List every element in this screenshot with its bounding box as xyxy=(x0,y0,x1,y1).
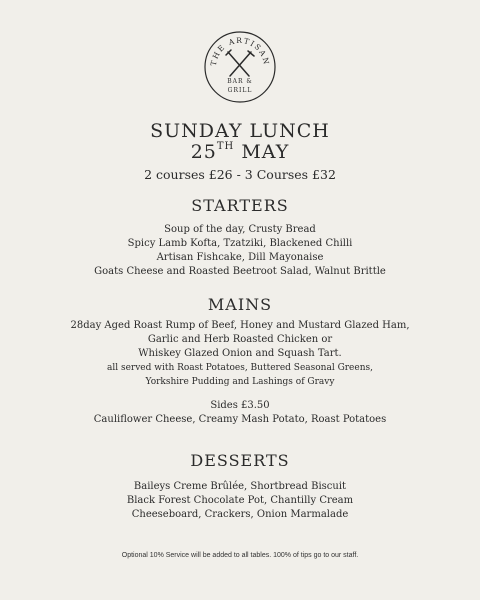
list-item: Garlic and Herb Roasted Chicken or xyxy=(147,334,333,345)
desserts-list xyxy=(0,480,480,522)
date-suffix: TH xyxy=(216,141,235,152)
date-day: 25 xyxy=(190,141,217,163)
list-item: Spicy Lamb Kofta, Tzatziki, Blackened Chilli xyxy=(127,238,353,249)
list-item: all served with Roast Potatoes, Buttered Seasonal Greens, xyxy=(106,363,373,373)
sides-block xyxy=(0,399,480,427)
logo-line1: BAR & xyxy=(227,78,253,85)
sides-list: Cauliflower Cheese, Creamy Mash Potato, Roast Potatoes xyxy=(93,414,387,425)
list-item: Black Forest Chocolate Pot, Chantilly Cream xyxy=(126,495,354,506)
service-note: Optional 10% Service will be added to all tables. 100% of tips go to our staff. xyxy=(121,552,359,559)
desserts-heading: DESSERTS xyxy=(190,451,290,470)
list-item: Yorkshire Pudding and Lashings of Gravy xyxy=(145,377,335,387)
sides-heading: Sides £3.50 xyxy=(210,400,270,411)
logo-line2: GRILL xyxy=(227,87,253,94)
list-item: Artisan Fishcake, Dill Mayonaise xyxy=(156,252,324,263)
list-item: 28day Aged Roast Rump of Beef, Honey and Mustard Glazed Ham, xyxy=(70,320,410,331)
mains-list xyxy=(0,319,480,389)
artisan-logo xyxy=(203,30,277,104)
list-item: Soup of the day, Crusty Bread xyxy=(164,224,316,235)
logo-top-text: THE ARTISAN xyxy=(208,35,272,67)
list-item: Goats Cheese and Roasted Beetroot Salad, Walnut Brittle xyxy=(94,266,386,277)
list-item: Cheeseboard, Crackers, Onion Marmalade xyxy=(131,509,349,520)
course-prices: 2 courses £26 - 3 Courses £32 xyxy=(144,167,336,182)
crossed-knife-fork-icon xyxy=(226,50,254,76)
page-title: SUNDAY LUNCH xyxy=(150,120,330,142)
svg-text:THE ARTISAN xyxy=(209,36,271,67)
starters-list xyxy=(0,223,480,279)
list-item: Whiskey Glazed Onion and Squash Tart. xyxy=(138,348,342,359)
list-item: Baileys Creme Brûlée, Shortbread Biscuit xyxy=(133,481,347,492)
starters-heading: STARTERS xyxy=(191,196,289,215)
menu-date xyxy=(0,141,480,163)
date-month: MAY xyxy=(241,141,290,163)
mains-heading: MAINS xyxy=(207,295,273,314)
